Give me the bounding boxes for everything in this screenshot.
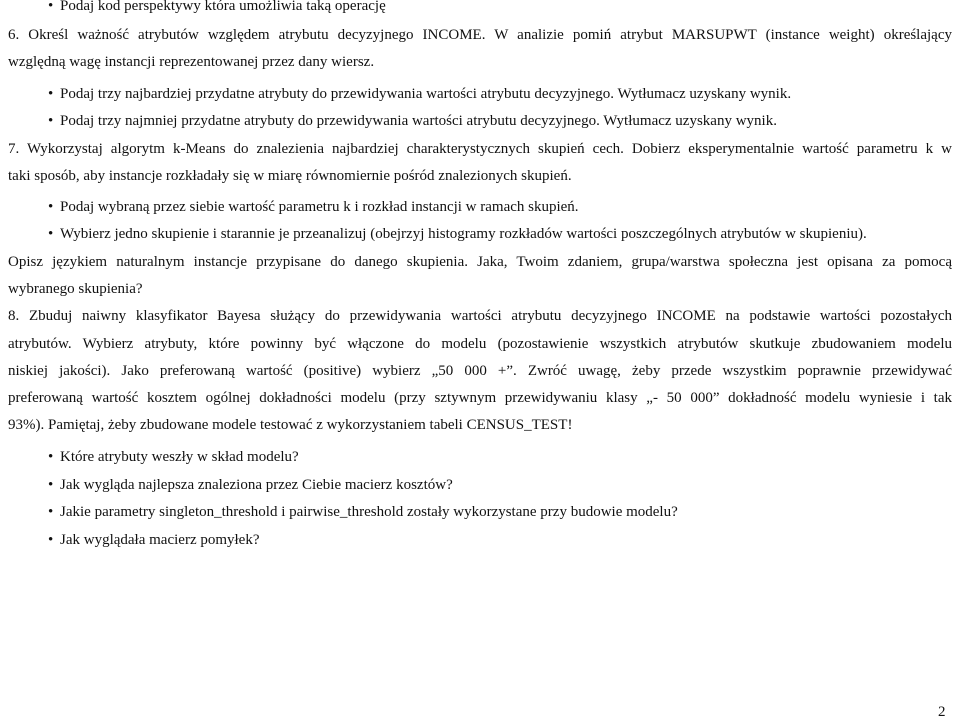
paragraph-line: względną wagę instancji reprezentowanej przez dany wiersz. (8, 54, 375, 70)
bullet-marker: • (48, 113, 54, 129)
paragraph-line: 93%). Pamiętaj, żeby zbudowane modele testować z wykorzystaniem tabeli CENSUS_TEST! (8, 417, 573, 433)
bullet-marker: • (48, 477, 54, 493)
bullet-item (48, 224, 952, 244)
bullet-text: Jak wyglądała macierz pomyłek? (60, 532, 260, 548)
bullet-item (48, 111, 952, 131)
bullet-text: Które atrybuty weszły w skład modelu? (60, 449, 299, 465)
paragraph-line: preferowaną wartość kosztem ogólnej dokładności modelu (przy sztywnym przewidywaniu klasy „- 50 000” dokładność modelu wyniesie i tak (8, 390, 952, 406)
bullet-item (48, 475, 952, 495)
paragraph-line: Opisz językiem naturalnym instancje przypisane do danego skupienia. Jaka, Twoim zdaniem, grupa/warstwa społeczna jest opisana za pomocą (8, 254, 952, 270)
bullet-item (48, 502, 952, 522)
bullet-item (48, 197, 952, 217)
bullet-text: Podaj trzy najbardziej przydatne atrybuty do przewidywania wartości atrybutu decyzyjnego. Wytłumacz uzyskany wynik. (60, 86, 792, 102)
bullet-item (48, 84, 952, 104)
bullet-text: Jakie parametry singleton_threshold i pairwise_threshold zostały wykorzystane przy budowie modelu? (60, 504, 678, 520)
bullet-marker: • (48, 226, 54, 242)
paragraph-line: 8. Zbuduj naiwny klasyfikator Bayesa służący do przewidywania wartości atrybutu decyzyjnego INCOME na podstawie wartości pozostałych (8, 308, 952, 324)
bullet-marker: • (48, 0, 54, 14)
bullet-item (48, 0, 952, 16)
bullet-item (48, 530, 952, 550)
bullet-text: Jak wygląda najlepsza znaleziona przez Ciebie macierz kosztów? (60, 477, 453, 493)
bullet-marker: • (48, 449, 54, 465)
paragraph-line: 7. Wykorzystaj algorytm k-Means do znalezienia najbardziej charakterystycznych skupień cech. Dobierz eksperymentalnie wartość parametru k w (8, 141, 952, 157)
paragraph-line: taki sposób, aby instancje rozkładały się w miarę równomiernie pośród znalezionych skupień. (8, 168, 572, 184)
bullet-text: Podaj kod perspektywy która umożliwia taką operację (60, 0, 386, 14)
bullet-text: Podaj wybraną przez siebie wartość parametru k i rozkład instancji w ramach skupień. (60, 199, 579, 215)
bullet-marker: • (48, 504, 54, 520)
bullet-text: Podaj trzy najmniej przydatne atrybuty do przewidywania wartości atrybutu decyzyjnego. Wytłumacz uzyskany wynik. (60, 113, 777, 129)
paragraph-line: 6. Określ ważność atrybutów względem atrybutu decyzyjnego INCOME. W analizie pomiń atrybut MARSUPWT (instance weight) określający (8, 27, 952, 43)
bullet-text: Wybierz jedno skupienie i starannie je przeanalizuj (obejrzyj histogramy rozkładów wartości poszczególnych atrybutów w skupieniu). (60, 226, 867, 242)
paragraph-line: atrybutów. Wybierz atrybuty, które powinny być włączone do modelu (pozostawienie wszystkich atrybutów skutkuje zbudowaniem modelu (8, 336, 952, 352)
paragraph-line: wybranego skupienia? (8, 281, 143, 297)
bullet-item (48, 447, 952, 467)
bullet-marker: • (48, 532, 54, 548)
paragraph-line: niskiej jakości). Jako preferowaną wartość (positive) wybierz „50 000 +”. Zwróć uwagę, żeby przede wszystkim poprawnie przewidywać (8, 363, 952, 379)
bullet-marker: • (48, 86, 54, 102)
bullet-marker: • (48, 199, 54, 215)
page-number: 2 (938, 704, 946, 720)
